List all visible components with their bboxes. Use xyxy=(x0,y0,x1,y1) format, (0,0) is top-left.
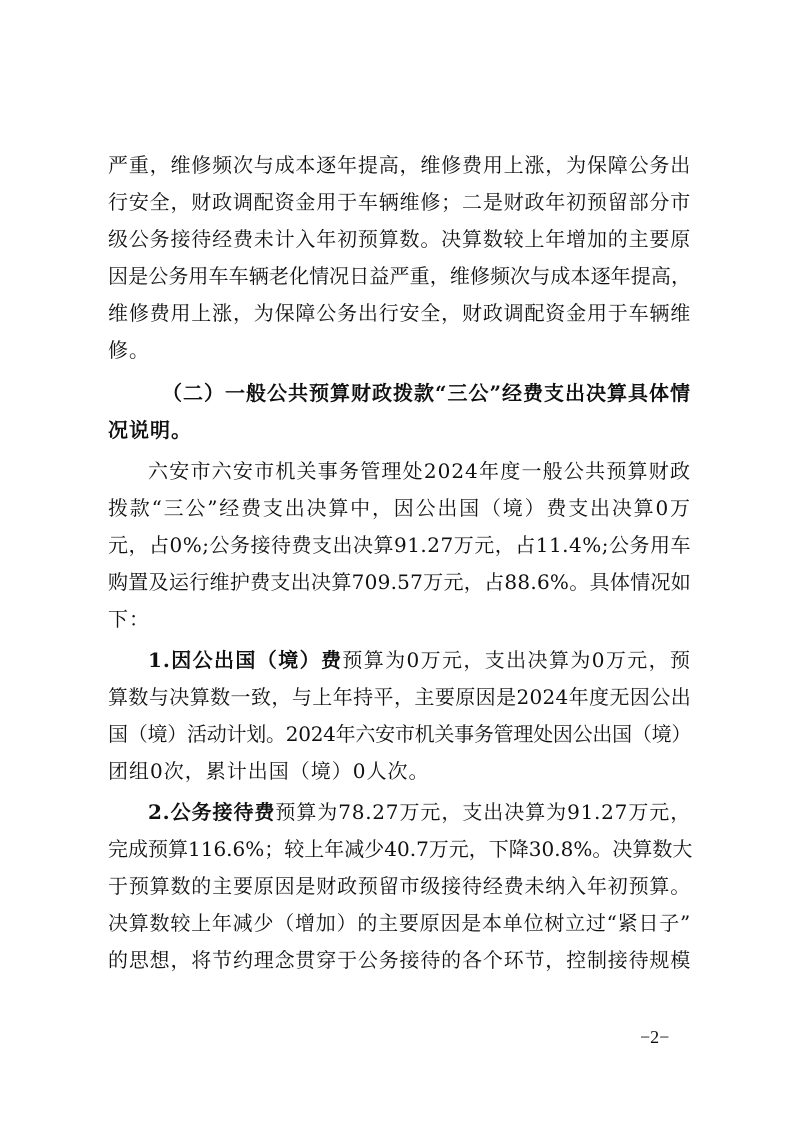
item-title: 1.因公出国（境）费 xyxy=(148,648,343,672)
paragraph-line: 修。 xyxy=(108,338,150,362)
paragraph-line: 行安全，财政调配资金用于车辆维修；二是财政年初预留部分市 xyxy=(108,190,691,214)
section-heading: （二）一般公共预算财政拨款“三公”经费支出决算具体情 xyxy=(162,381,692,405)
section-heading: 况说明。 xyxy=(108,418,192,442)
paragraph-line: 国（境）活动计划。2024年六安市机关事务管理处因公出国（境） xyxy=(108,722,692,746)
item-text: 预算为78.27万元，支出决算为91.27万元， xyxy=(275,800,691,824)
item-text: 预算为0万元，支出决算为0万元，预 xyxy=(342,648,691,672)
paragraph-line: 严重，维修频次与成本逐年提高，维修费用上涨，为保障公务出 xyxy=(108,153,691,177)
paragraph-line: 完成预算116.6%；较上年减少40.7万元，下降30.8%。决算数大 xyxy=(108,837,693,861)
item-title: 2.公务接待费 xyxy=(148,800,276,824)
item-first-line xyxy=(148,797,691,827)
paragraph-line: 维修费用上涨，为保障公务出行安全，财政调配资金用于车辆维 xyxy=(108,301,691,325)
page-number: −2− xyxy=(640,1027,670,1047)
paragraph-line: 因是公务用车车辆老化情况日益严重，维修频次与成本逐年提高， xyxy=(108,264,691,288)
paragraph-line: 算数与决算数一致，与上年持平，主要原因是2024年度无因公出 xyxy=(108,685,691,709)
paragraph-line: 下： xyxy=(108,607,150,631)
paragraph-line: 决算数较上年减少（增加）的主要原因是本单位树立过“紧日子” xyxy=(108,911,691,935)
paragraph-line: 于预算数的主要原因是财政预留市级接待经费未纳入年初预算。 xyxy=(108,874,691,898)
paragraph-line: 级公务接待经费未计入年初预算数。决算数较上年增加的主要原 xyxy=(108,227,691,251)
paragraph-line: 的思想，将节约理念贯穿于公务接待的各个环节，控制接待规模 xyxy=(108,948,691,972)
paragraph-line: 拨款“三公”经费支出决算中，因公出国（境）费支出决算0万 xyxy=(108,496,691,520)
paragraph-line: 团组0次，累计出国（境）0人次。 xyxy=(108,759,430,783)
paragraph-line: 购置及运行维护费支出决算709.57万元，占88.6%。具体情况如 xyxy=(108,570,691,594)
paragraph-line: 元，占0%;公务接待费支出决算91.27万元，占11.4%;公务用车 xyxy=(108,533,691,557)
item-first-line xyxy=(148,645,691,675)
paragraph-line: 六安市六安市机关事务管理处2024年度一般公共预算财政 xyxy=(148,459,691,483)
